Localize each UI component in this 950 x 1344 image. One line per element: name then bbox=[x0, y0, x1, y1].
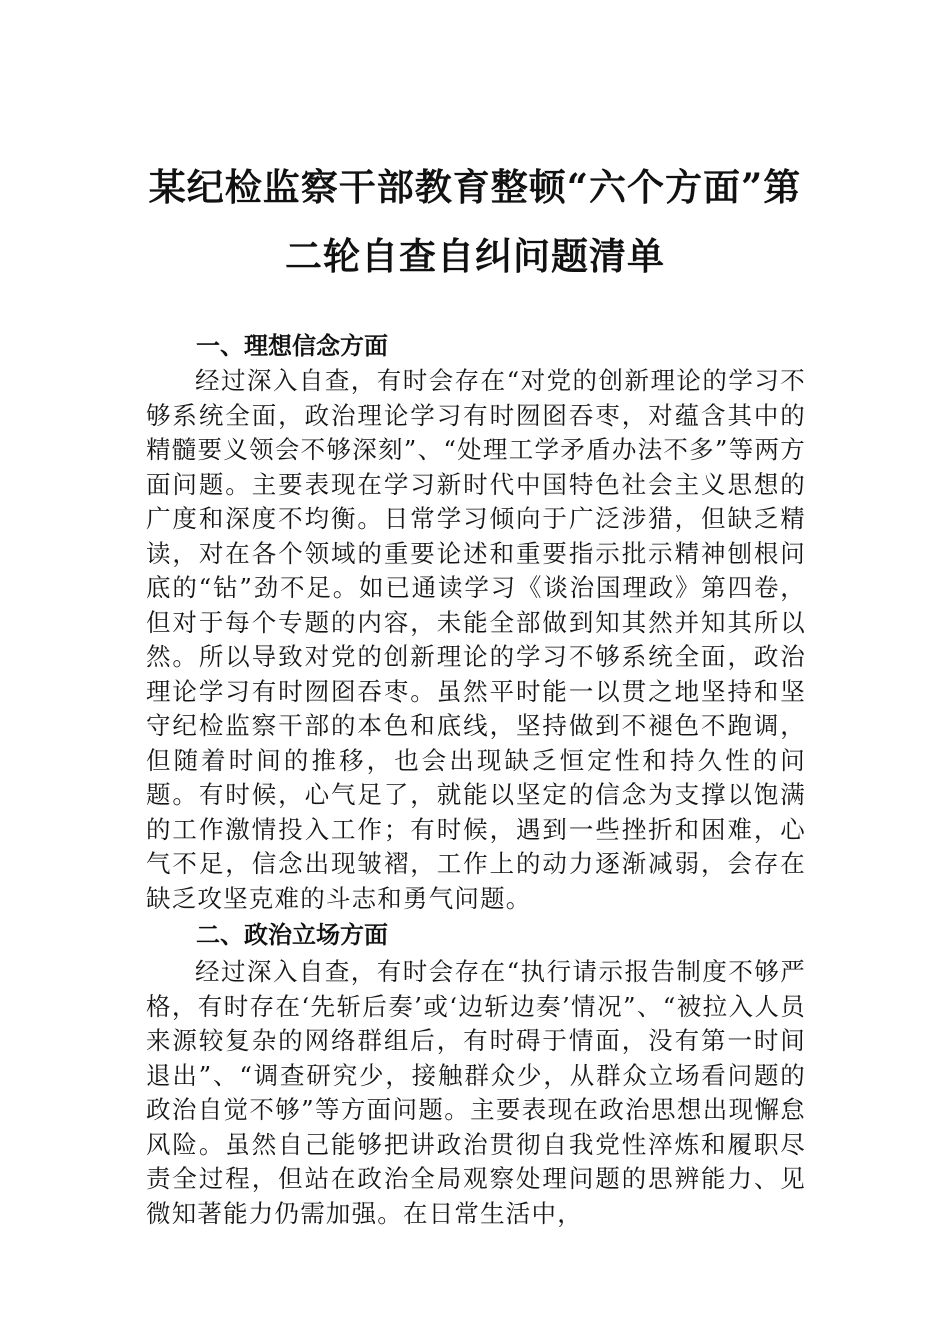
section-body-political-stance: 经过深入自查，有时会存在“执行请示报告制度不够严格，有时存在‘先斩后奏’或‘边斩边奏’情况”、“被拉入人员来源较复杂的网络群组后，有时碍于情面，没有第一时间退出”、“调查研究少，接触群众少，从群众立场看问题的政治自觉不够”等方面问题。主要表现在政治思想出现懈怠风险。虽然自己能够把讲政治贯彻自我党性淬炼和履职尽责全过程，但站在政治全局观察处理问题的思辨能力、见微知著能力仍需加强。在日常生活中， bbox=[146, 957, 806, 1228]
document-title-line-2: 二轮自查自纠问题清单 bbox=[285, 234, 665, 278]
section-heading-ideals: 一、理想信念方面 bbox=[196, 332, 388, 360]
document-title-line-1: 某纪检监察干部教育整顿“六个方面”第 bbox=[148, 165, 802, 209]
section-heading-political-stance: 二、政治立场方面 bbox=[196, 921, 388, 949]
section-body-ideals: 经过深入自查，有时会存在“对党的创新理论的学习不够系统全面，政治理论学习有时囫囵吞枣，对蕴含其中的精髓要义领会不够深刻”、“处理工学矛盾办法不多”等两方面问题。主要表现在学习新时代中国特色社会主义思想的广度和深度不均衡。日常学习倾向于广泛涉猎，但缺乏精读，对在各个领域的重要论述和重要指示批示精神刨根问底的“钻”劲不足。如已通读学习《谈治国理政》第四卷，但对于每个专题的内容，未能全部做到知其然并知其所以然。所以导致对党的创新理论的学习不够系统全面，政治理论学习有时囫囵吞枣。虽然平时能一以贯之地坚持和坚守纪检监察干部的本色和底线，坚持做到不褪色不跑调，但随着时间的推移，也会出现缺乏恒定性和持久性的问题。有时候，心气足了，就能以坚定的信念为支撑以饱满的工作激情投入工作；有时候，遇到一些挫折和困难，心气不足，信念出现皱褶，工作上的动力逐渐减弱，会存在缺乏攻坚克难的斗志和勇气问题。 bbox=[146, 366, 806, 913]
